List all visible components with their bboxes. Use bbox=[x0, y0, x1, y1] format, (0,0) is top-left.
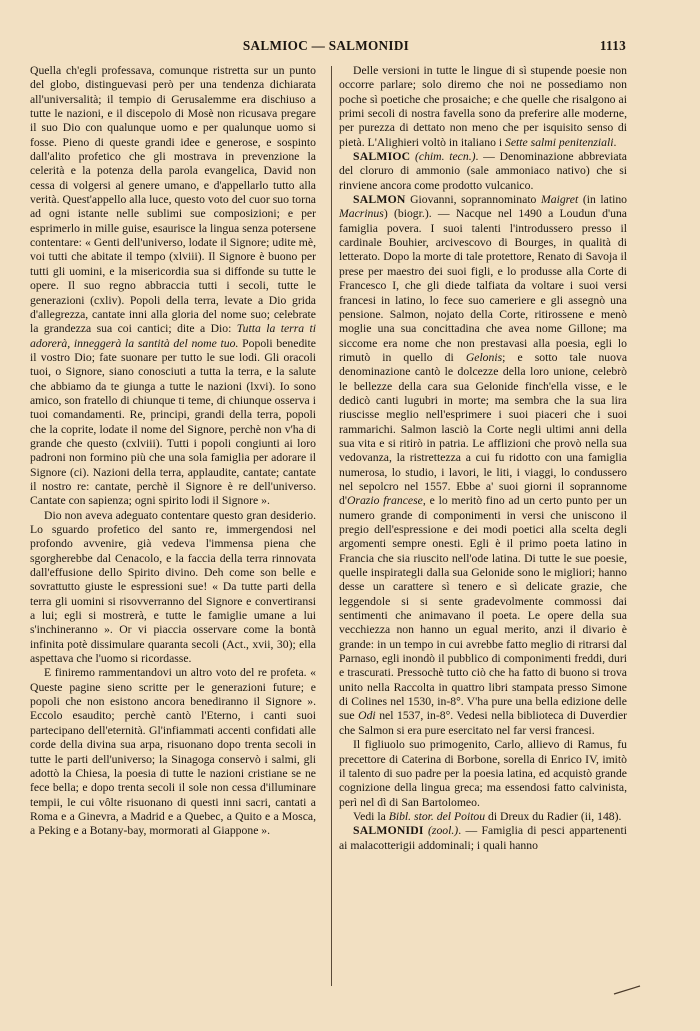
page-number: 1113 bbox=[599, 38, 626, 53]
running-header bbox=[26, 38, 626, 56]
ink-mark bbox=[612, 985, 642, 995]
column-divider bbox=[331, 66, 332, 986]
right-column bbox=[339, 64, 627, 853]
paragraph: Delle versioni in tutte le lingue di sì stupende poesie non occorre parlare; solo diremo che noi ne possediamo non poche sì poetiche che prosaiche; e che quelle che risalgono ai primi secoli di nostra favella sono da preferire alle moderne, per purezza di dettato non meno che per isquisito senso di pietà. L'Alighieri voltò in italiano i Sette salmi penitenziali. bbox=[339, 64, 627, 149]
italic-quote: Tutta la terra ti adorerà, inneggerà la santità del nome tuo. bbox=[30, 322, 316, 350]
reference: Vedi la Bibl. stor. del Poitou di Dreux du Radier (ii, 148). bbox=[353, 809, 622, 823]
paragraph: Quella ch'egli professava, comunque ristretta sur un punto del globo, distinguevasi però per una tendenza dichiarata all'universalità; il tempio di Gerusalemme era dischiuso a tutte le nazioni, e il discepolo di Mosè non ricusava pregare il suo Dio con qualunque uomo e per qualunque uomo si fosse. Pieno di queste grandi idee e generose, e sospinto dall'alito profetico che gli mostrava in prevenzione la celerità e la potenza della parola evangelica, David non cessa di volgersi al genere umano, e d'appellarlo tutto alla verità. Quest'appello alla luce, questo voto del cuor suo torna ad ogni istante nelle sublimi sue composizioni; e per esprimerlo in mille guise, esaurisce la lingua senza potersene contentare: « Genti dell'universo, lodate il Signore; udite mè, voi tutti che abitate il tempo (xlviii). Il Signore è buono per tutti gli uomini, e la misericordia sua si diffonde su tutte le opere. Il suo regno abbraccia tutti i secoli, tutte le generazioni (cxliv). Popoli della terra, levate a Dio grida d'allegrezza, cantate inni alla gloria del nome suo; celebrate la grandezza sua coi cantici; dite a Dio: Tutta la terra ti adorerà, inneggerà la santità del nome tuo. Popoli benedite il vostro Dio; fate suonare per tutto le sue lodi. Gli oracoli tuoi, o Signore, siano conosciuti a tutta la terra, e la salute che abbiamo da te giunga a tutte le nazioni (lxvi). Io sono amico, son fratello di chiunque ti teme, di chiunque osserva i tuoi comandamenti. Re, principi, grandi della terra, popoli che la coprite, lodate il nome del Signore, perchè non v'ha di grande che questo (cxlviii). Tutti i popoli congiunti ai loro padroni non formino più che una sola famiglia per adorare il Signore (ci). Nazioni della terra, applaudite, cantate; cantate il nostro re: cantate, perchè il Signore è re dell'universo. Cantate con sapienza; ogni spirito lodi il Signore ». bbox=[30, 64, 316, 508]
entry-headword: SALMON bbox=[353, 193, 406, 207]
paragraph: Il figliuolo suo primogenito, Carlo, allievo di Ramus, fu precettore di Caterina di Borbone, sorella di Enrico IV, imitò il talento di suo padre per la poesia latina, ed acquistò grande cognizione della lingua greca; ma essendosi fatto calvinista, perì nel dì di San Bartolomeo. bbox=[339, 738, 627, 809]
paragraph: Dio non aveva adeguato contentare questo gran desiderio. Lo sguardo profetico del santo re, immergendosi nel profondo avvenire, già vedeva l'immensa piena che sgorgherebbe dal Cenacolo, e la faccia della terra rinnovata dall'effusione dello Spirito divino. Deh come son belle e sovrattutto giuste le espressioni sue! « Da tutte parti della terra gli uomini si risovverranno del Signore e convertiransi a lui; egli si mostrerà, e tutte le famiglie umane a lui s'inchineranno ». Or vi piaccia osservare come la bontà infinita potè dissimulare quaranta secoli (Act., xvii, 30); ella aspettava che l'uomo si ricordasse. bbox=[30, 508, 316, 666]
entry-headword: SALMONIDI bbox=[353, 824, 424, 838]
entry-salmonidi: SALMONIDI (zool.). — Famiglia di pesci appartenenti ai malacotterigii addominali; i quali hanno bbox=[339, 824, 627, 852]
entry-salmon: SALMON Giovanni, soprannominato Maigret (in latino Macrinus) (biogr.). — Nacque nel 1490 a Loudun d'una famiglia povera. I suoi talenti l'introdussero presso il cardinale Bouhier, arcivescovo di Bourges, in qualità di letterato. Dopo la morte di tale protettore, Renato di Savoja il prese per maestro dei suoi figli, e lo produsse alla Corte di Francesco I, che gli diede talfiata da voltare i suoi versi francesi in latino, lo fece suo cameriere e gli assegnò una pensione. Salmon, nojato della Corte, ritirossene e menò moglie una sua concittadina che avea nome Gillone; ma siccome era nome che non prestavasi alla poesia, egli lo rimutò in quello di Gelonis; e sotto tale nuova denominazione cantò le dolcezze della loro unione, celebrò le bellezze della cara sua Gelonide finch'ella visse, e le dedicò canti lugubri in morte; ma sembra che la sua lira riuscisse meglio nell'esprimere i suoi piaceri che i suoi rammarichi. Salmon lasciò la Corte negli ultimi anni della sua vita e si ritirò in patria. Le afflizioni che provò nella sua vedovanza, la ristrettezza a cui fu ridotto con una famiglia numerosa, lo studio, i lavori, le liti, i viaggi, lo condussero nel sepolcro nel 1557. Ebbe a' suoi giorni il soprannome d'Orazio francese, e lo meritò fino ad un certo punto per un numero grande di componimenti in versi che uniscono il pregio dell'espressione e dei modi poetici alla scelta degli argomenti sempre onesti. Egli è il primo poeta latino in Francia che sia riuscito nell'ode latina. Di tutte le sue poesie, quelle inspirategli dalla sua Gelonide sono le migliori; hanno desse un carattere sì tenero e sì delicate grazie, che leggendole si si sente gradevolmente commossi dai sentimenti che animavano il poeta. Le opere della sua vecchiezza non hanno un egual merito, anzi il divario è grande: in un tempo in cui avrebbe fatto meglio di ritrarsi dal Parnaso, egli inondò il pubblico di componimenti freddi, duri e trascurati. Pressochè tutto ciò che ha fatto di buono si trova unito nella Raccolta in quattro libri stampata presso Simone di Colines nel 1530, in-8°. V'ha pure una bella edizione delle sue Odi nel 1537, in-8°. Vedesi nella biblioteca di Duverdier che Salmon si era pure esercitato nel far versi francesi. bbox=[339, 193, 628, 737]
paragraph: E finiremo rammentandovi un altro voto del re profeta. « Queste pagine sieno scritte per le generazioni future; e popoli che non esistono ancora benediranno il Signore ». Eccolo esaudito; perchè cantò l'Eterno, i canti suoi partecipano dell'eternità. Gl'infiammati accenti confidati alle corde della divina sua arpa, risuonano dopo trenta secoli in tutte le parti dell'universo; la Sinagoga conservò i salmi, gli adottò la Chiesa, la poesia di tutte le nazioni cristiane se ne fece bella; e dopo trenta secoli il sole non cessa d'illuminare tempii, le cui vôlte risuonano di questi inni sacri, cantati a Roma e a Ginevra, a Madrid e a Quebec, a Quito e a Mosca, a Peking e a Botany-bay, mormorati al Giappone ». bbox=[30, 666, 316, 838]
entry-headword: SALMIOC bbox=[353, 150, 411, 164]
left-column bbox=[30, 64, 316, 839]
entry-salmioc: SALMIOC (chim. tecn.). — Denominazione abbreviata del cloruro di ammonio (sale ammoniaco nativo) che si rinviene ancora come prodotto vulcanico. bbox=[339, 150, 627, 192]
header-title: SALMIOC — SALMONIDI bbox=[242, 38, 410, 53]
